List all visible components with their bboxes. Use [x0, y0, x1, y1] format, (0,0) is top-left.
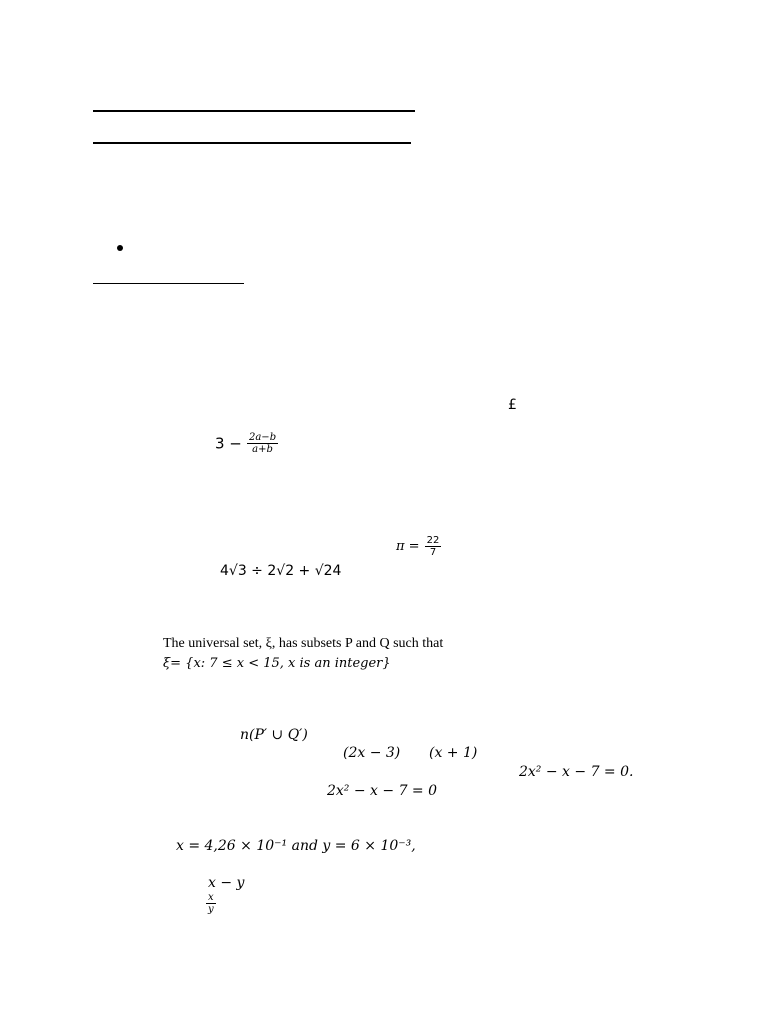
quadratic-equation-center: 2x² − x − 7 = 0 [327, 783, 438, 799]
top-rule-2 [93, 142, 411, 144]
standard-form-values: x = 4,26 × 10⁻¹ and y = 6 × 10⁻³, [176, 838, 416, 854]
pi-fraction [425, 535, 442, 558]
quadratic-equation-right: 2x² − x − 7 = 0. [519, 764, 634, 780]
ratio-fraction [206, 892, 216, 915]
set-cardinality-expression: n(P′ ∪ Q′) [240, 727, 308, 743]
expr-fraction [247, 432, 278, 455]
factor-one: (2x − 3) [343, 745, 401, 761]
pi-numerator: 22 [426, 535, 440, 546]
top-rule-1 [93, 110, 415, 112]
short-rule [93, 283, 244, 284]
pi-approximation [396, 535, 441, 558]
pound-sign: £ [508, 397, 517, 413]
ratio-numerator: x [206, 892, 216, 904]
pi-denominator: 7 [429, 547, 437, 558]
expr-fraction-numerator: 2a−b [248, 432, 277, 443]
universal-set-statement: The universal set, ξ, has subsets P and Q such that [163, 636, 444, 651]
ratio-expression [206, 892, 216, 915]
ratio-denominator: y [208, 904, 214, 915]
factor-two: (x + 1) [429, 745, 478, 761]
expr-fraction-denominator: a+b [252, 444, 273, 455]
expr-three-minus: 3 − [215, 434, 242, 453]
universal-set-definition: ξ= {x: 7 ≤ x < 15, x is an integer} [163, 656, 391, 671]
difference-expression: x − y [208, 875, 245, 891]
pi-lhs: π = [396, 539, 420, 554]
algebraic-expression [215, 432, 278, 455]
surd-expression: 4√3 ÷ 2√2 + √24 [220, 563, 342, 579]
bullet-point [117, 245, 123, 251]
